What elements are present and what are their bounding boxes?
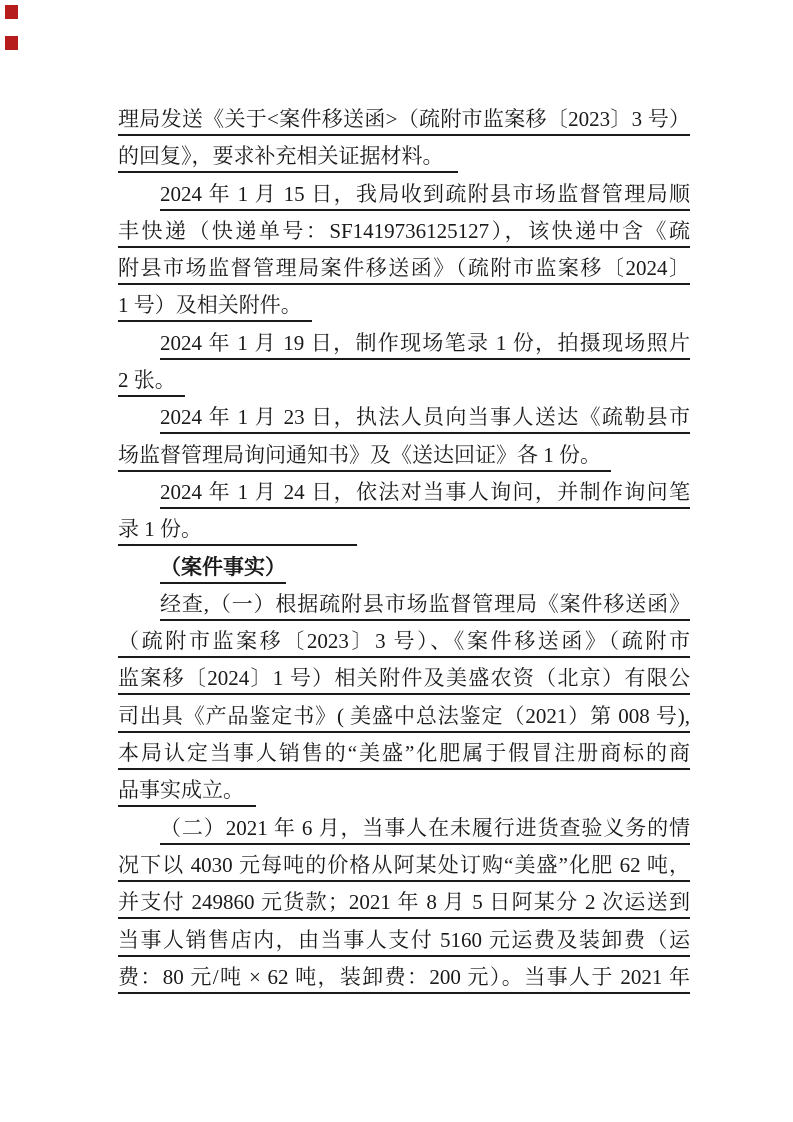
text-line-content: （二）2021 年 6 月，当事人在未履行进货查验义务的情 (160, 815, 690, 845)
text-line-content: 2024 年 1 月 23 日，执法人员向当事人送达《疏勒县市 (160, 404, 690, 434)
text-line (118, 143, 690, 180)
text-line-content: 的回复》，要求补充相关证据材料。 (118, 143, 444, 173)
text-line-content: 经查,（一）根据疏附县市场监督管理局《案件移送函》 (160, 591, 690, 621)
text-line-content: 当事人销售店内，由当事人支付 5160 元运费及装卸费（运 (118, 927, 690, 957)
text-line (118, 740, 690, 777)
underline-tail (601, 442, 611, 472)
text-line (118, 330, 690, 367)
text-line (118, 927, 690, 964)
underline-tail (444, 143, 458, 173)
text-line (118, 367, 690, 404)
text-line-content: 录 1 份。 (118, 516, 202, 546)
text-line-content: （案件事实） (160, 554, 286, 584)
text-line-content: 2024 年 1 月 19 日，制作现场笔录 1 份，拍摄现场照片 (160, 330, 690, 360)
text-line-content: 丰快递（快递单号：SF1419736125127），该快递中含《疏 (118, 218, 690, 248)
text-line-content: 况下以 4030 元每吨的价格从阿某处订购“美盛”化肥 62 吨， (118, 852, 690, 882)
text-line-content: 2024 年 1 月 24 日，依法对当事人询问，并制作询问笔 (160, 479, 690, 509)
text-line-content: 本局认定当事人销售的“美盛”化肥属于假冒注册商标的商 (118, 740, 690, 770)
text-line (118, 554, 690, 591)
text-line-content: 附县市场监督管理局案件移送函》（疏附市监案移〔2024〕 (118, 255, 690, 285)
text-line-content: 监案移〔2024〕1 号）相关附件及美盛农资（北京）有限公 (118, 665, 690, 695)
text-line-content: 场监督管理局询问通知书》及《送达回证》各 1 份。 (118, 442, 601, 472)
text-line (118, 255, 690, 292)
red-corner-mark-bottom (5, 36, 18, 50)
text-line-content: （疏附市监案移〔2023〕3 号）、《案件移送函》（疏附市 (118, 628, 690, 658)
text-line-content: 2024 年 1 月 15 日，我局收到疏附县市场监督管理局顺 (160, 181, 690, 211)
text-line-content: 司出具《产品鉴定书》( 美盛中总法鉴定（2021）第 008 号), (118, 703, 690, 733)
text-line (118, 628, 690, 665)
underline-tail (202, 516, 357, 546)
underline-tail (244, 777, 256, 807)
text-line (118, 479, 690, 516)
text-line (118, 516, 690, 553)
text-line (118, 777, 690, 814)
underline-tail (302, 292, 312, 322)
text-line (118, 591, 690, 628)
text-line-content: 费：80 元/吨 × 62 吨，装卸费：200 元）。当事人于 2021 年 (118, 964, 690, 994)
text-line-content: 理局发送《关于<案件移送函>（疏附市监案移〔2023〕3 号） (118, 106, 690, 136)
text-line (118, 292, 690, 329)
text-line (118, 181, 690, 218)
text-line (118, 964, 690, 1001)
text-line (118, 218, 690, 255)
text-line (118, 889, 690, 926)
text-line (118, 665, 690, 702)
text-line (118, 106, 690, 143)
text-line (118, 852, 690, 889)
underline-tail (176, 367, 185, 397)
text-line-content: 1 号）及相关附件。 (118, 292, 302, 322)
text-line (118, 442, 690, 479)
text-line (118, 703, 690, 740)
text-line-content: 2 张。 (118, 367, 176, 397)
text-line (118, 404, 690, 441)
text-line (118, 815, 690, 852)
text-line-content: 并支付 249860 元货款；2021 年 8 月 5 日阿某分 2 次运送到 (118, 889, 690, 919)
text-line-content: 品事实成立。 (118, 777, 244, 807)
document-body (118, 106, 690, 1001)
red-corner-mark-top (5, 5, 18, 19)
